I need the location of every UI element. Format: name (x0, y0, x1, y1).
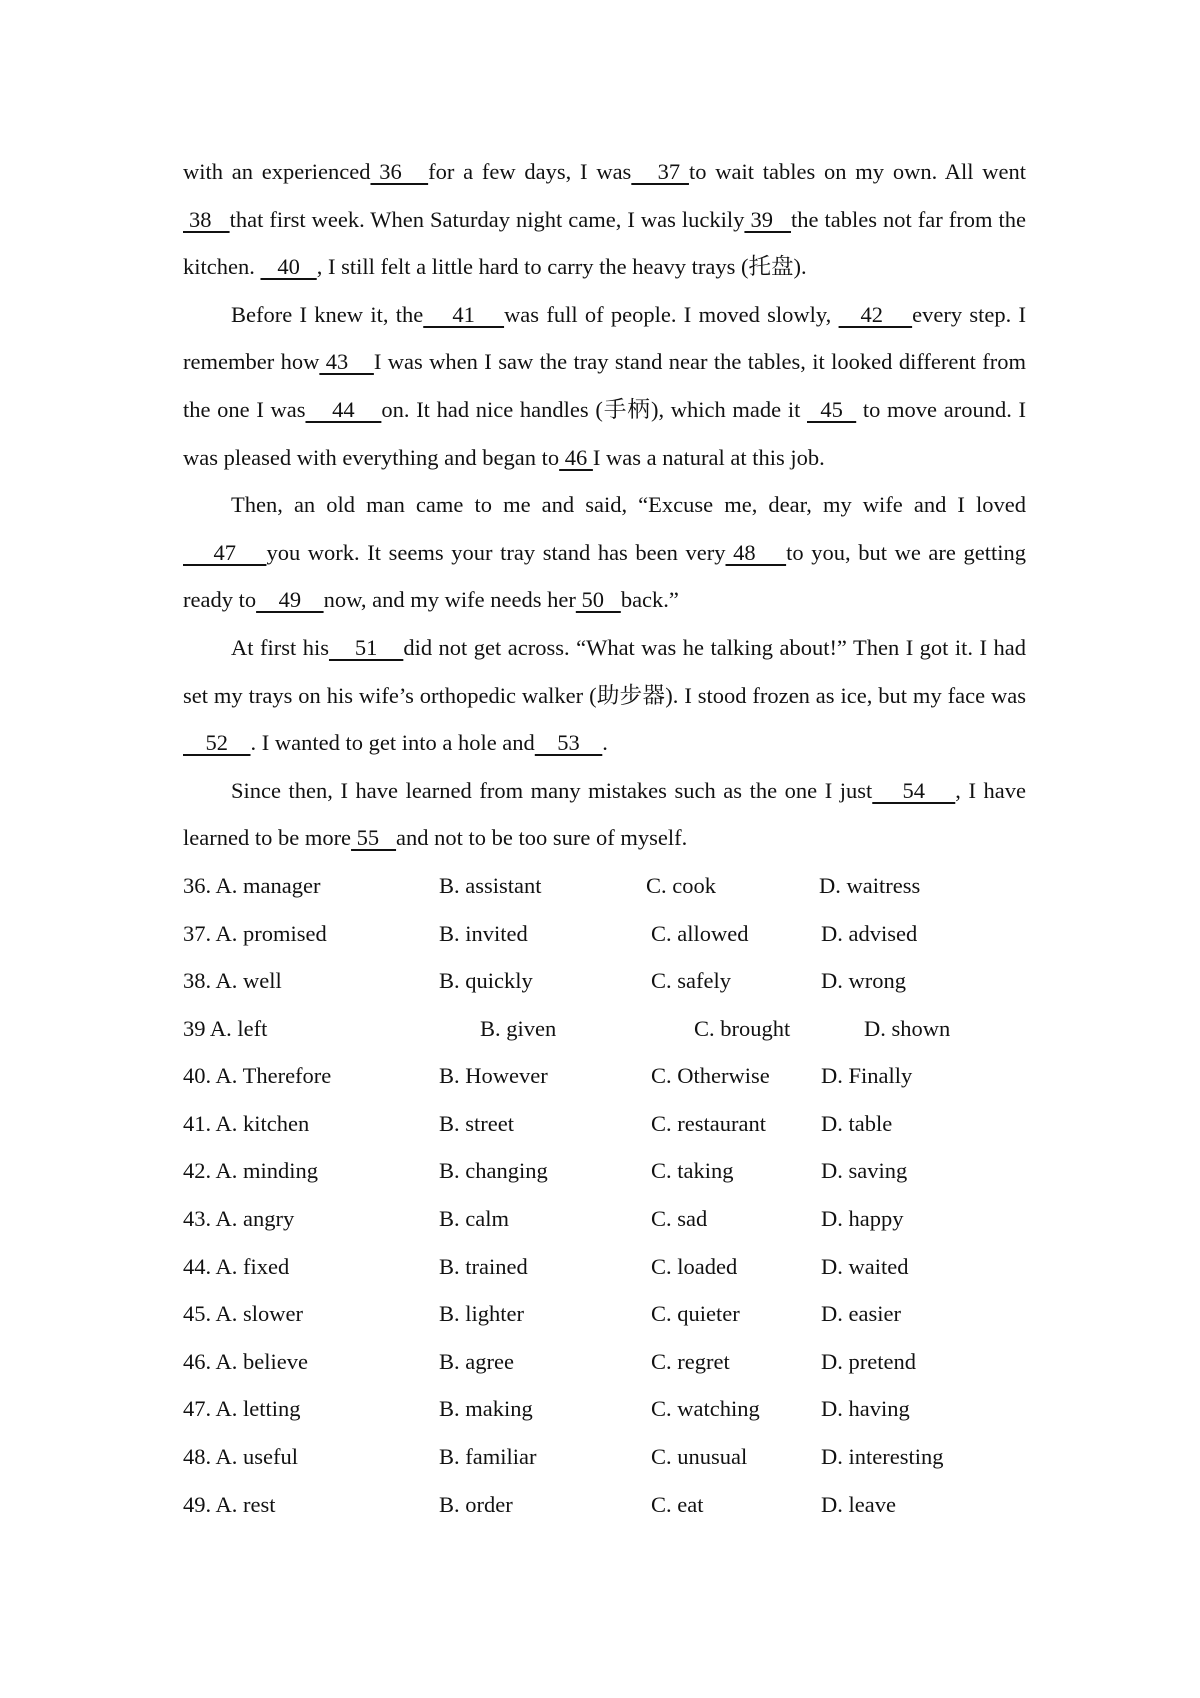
option-c: C. quieter (651, 1301, 740, 1327)
passage-text: was full of people. I moved slowly, (504, 301, 839, 327)
answer-blank: 38 (183, 206, 230, 232)
option-b: B. trained (439, 1253, 528, 1279)
option-d: D. waitress (819, 872, 921, 898)
passage-text: , I still felt a little hard to carry the heavy trays (托盘). (316, 254, 807, 280)
answer-blank: 36 (370, 159, 429, 184)
passage-text: now, and my wife needs her (323, 587, 576, 613)
question-options-row (183, 1481, 1026, 1529)
cloze-passage (183, 148, 1026, 862)
passage-text: I was a natural at this job. (592, 444, 825, 470)
passage-text: you work. It seems your tray stand has been very (266, 539, 726, 565)
question-options-row (183, 1290, 1026, 1338)
option-d: D. having (821, 1396, 910, 1422)
option-d: D. interesting (821, 1444, 944, 1470)
passage-text: back.” (620, 587, 679, 613)
answer-blank: 43 (319, 349, 374, 375)
answer-options (183, 862, 1026, 1528)
option-d: D. shown (864, 1015, 951, 1041)
passage-text: to move around. I was pleased with everything and began to (183, 396, 1026, 470)
option-c: C. Otherwise (651, 1063, 770, 1089)
question-options-row (183, 862, 1026, 910)
answer-blank: 48 (725, 539, 787, 565)
option-b: B. invited (439, 920, 528, 946)
passage-text: and not to be too sure of myself. (396, 825, 688, 851)
answer-blank: 51 (328, 634, 404, 660)
answer-blank: 39 (744, 206, 791, 232)
answer-blank: 40 (260, 254, 317, 280)
option-c: C. brought (694, 1015, 791, 1041)
question-options-row (183, 1433, 1026, 1481)
passage-text: Before I knew it, the (231, 301, 424, 327)
option-c: C. restaurant (651, 1110, 766, 1136)
passage-text: every step. I remember how (183, 301, 1027, 375)
option-c: C. sad (651, 1206, 708, 1232)
answer-blank: 42 (838, 301, 913, 327)
passage-text: did not get across. “What was he talking about!” Then I got it. I had set my trays on his wife’s orthopedic walker (助步器). I stood frozen as ice, but my face was (183, 634, 1026, 708)
option-a: 46. A. believe (183, 1348, 308, 1374)
option-a: 36. A. manager (183, 872, 321, 898)
option-a: 41. A. kitchen (183, 1110, 310, 1136)
answer-blank: 55 (351, 825, 397, 851)
option-b: B. assistant (439, 872, 542, 898)
passage-text: Since then, I have learned from many mistakes such as the one I just (231, 777, 873, 803)
option-d: D. advised (821, 920, 918, 946)
passage-text: I was when I saw the tray stand near the tables, it looked different from the one I was (183, 349, 1027, 422)
option-a: 37. A. promised (183, 920, 327, 946)
question-options-row (183, 1385, 1026, 1433)
option-c: C. watching (651, 1396, 760, 1422)
answer-blank: 47 (183, 539, 267, 565)
passage-text: to wait tables on my own. All went (688, 159, 1027, 184)
passage-text: for a few days, I was (428, 159, 632, 184)
option-a: 45. A. slower (183, 1301, 303, 1327)
option-d: D. pretend (821, 1348, 916, 1374)
passage-text: on. It had nice handles (手柄), which made it (381, 396, 807, 422)
question-options-row (183, 1147, 1026, 1195)
option-c: C. eat (651, 1491, 704, 1517)
question-options-row (183, 1100, 1026, 1148)
option-b: B. calm (439, 1206, 509, 1232)
passage-text: that first week. When Saturday night came, I was luckily (229, 206, 745, 232)
answer-blank: 41 (423, 301, 505, 327)
passage-paragraph (183, 148, 1026, 291)
option-a: 40. A. Therefore (183, 1063, 332, 1089)
passage-text: . (602, 730, 608, 756)
passage-text: with an experienced (183, 159, 371, 184)
answer-blank: 52 (183, 730, 251, 756)
option-b: B. agree (439, 1348, 514, 1374)
option-d: D. table (821, 1110, 893, 1136)
document-page (183, 148, 1026, 1528)
passage-text: to you, but we are getting ready to (183, 539, 1026, 613)
option-c: C. loaded (651, 1253, 738, 1279)
option-b: B. given (480, 1015, 557, 1041)
answer-blank: 54 (872, 777, 956, 803)
option-a: 38. A. well (183, 968, 282, 994)
question-options-row (183, 957, 1026, 1005)
option-d: D. leave (821, 1491, 896, 1517)
option-a: 47. A. letting (183, 1396, 301, 1422)
option-d: D. waited (821, 1253, 909, 1279)
question-options-row (183, 1052, 1026, 1100)
passage-text: the tables not far from the kitchen. (183, 206, 1027, 280)
passage-paragraph (183, 481, 1026, 624)
option-a: 42. A. minding (183, 1158, 319, 1184)
option-d: D. wrong (821, 968, 906, 994)
option-a: 39 A. left (183, 1015, 268, 1041)
option-d: D. happy (821, 1206, 904, 1232)
question-options-row (183, 1005, 1026, 1053)
option-b: B. changing (439, 1158, 548, 1184)
option-c: C. unusual (651, 1444, 748, 1470)
option-b: B. However (439, 1063, 548, 1089)
option-d: D. saving (821, 1158, 908, 1184)
passage-text: , I have learned to be more (183, 777, 1026, 851)
answer-blank: 46 (559, 444, 593, 470)
passage-text: Then, an old man came to me and said, “Excuse me, dear, my wife and I loved (231, 492, 1026, 518)
option-c: C. regret (651, 1348, 730, 1374)
option-c: C. allowed (651, 920, 749, 946)
question-options-row (183, 1195, 1026, 1243)
option-a: 43. A. angry (183, 1206, 295, 1232)
option-a: 48. A. useful (183, 1444, 298, 1470)
passage-text: . I wanted to get into a hole and (250, 730, 535, 756)
question-options-row (183, 1243, 1026, 1291)
answer-blank: 44 (305, 396, 382, 422)
answer-blank: 45 (807, 396, 857, 422)
answer-blank: 49 (256, 587, 324, 613)
option-c: C. cook (646, 872, 716, 898)
question-options-row (183, 1338, 1026, 1386)
option-c: C. taking (651, 1158, 734, 1184)
option-c: C. safely (651, 968, 731, 994)
option-a: 44. A. fixed (183, 1253, 290, 1279)
option-b: B. order (439, 1491, 513, 1517)
answer-blank: 37 (631, 159, 689, 184)
option-b: B. quickly (439, 968, 533, 994)
question-options-row (183, 910, 1026, 958)
option-b: B. familiar (439, 1444, 537, 1470)
option-d: D. Finally (821, 1063, 913, 1089)
passage-paragraph (183, 767, 1026, 862)
option-b: B. lighter (439, 1301, 524, 1327)
option-d: D. easier (821, 1301, 901, 1327)
answer-blank: 53 (534, 730, 603, 756)
answer-blank: 50 (575, 587, 621, 613)
passage-text: At first his (231, 634, 329, 660)
option-b: B. street (439, 1110, 514, 1136)
passage-paragraph (183, 291, 1026, 481)
option-a: 49. A. rest (183, 1491, 276, 1517)
passage-paragraph (183, 624, 1026, 767)
option-b: B. making (439, 1396, 533, 1422)
